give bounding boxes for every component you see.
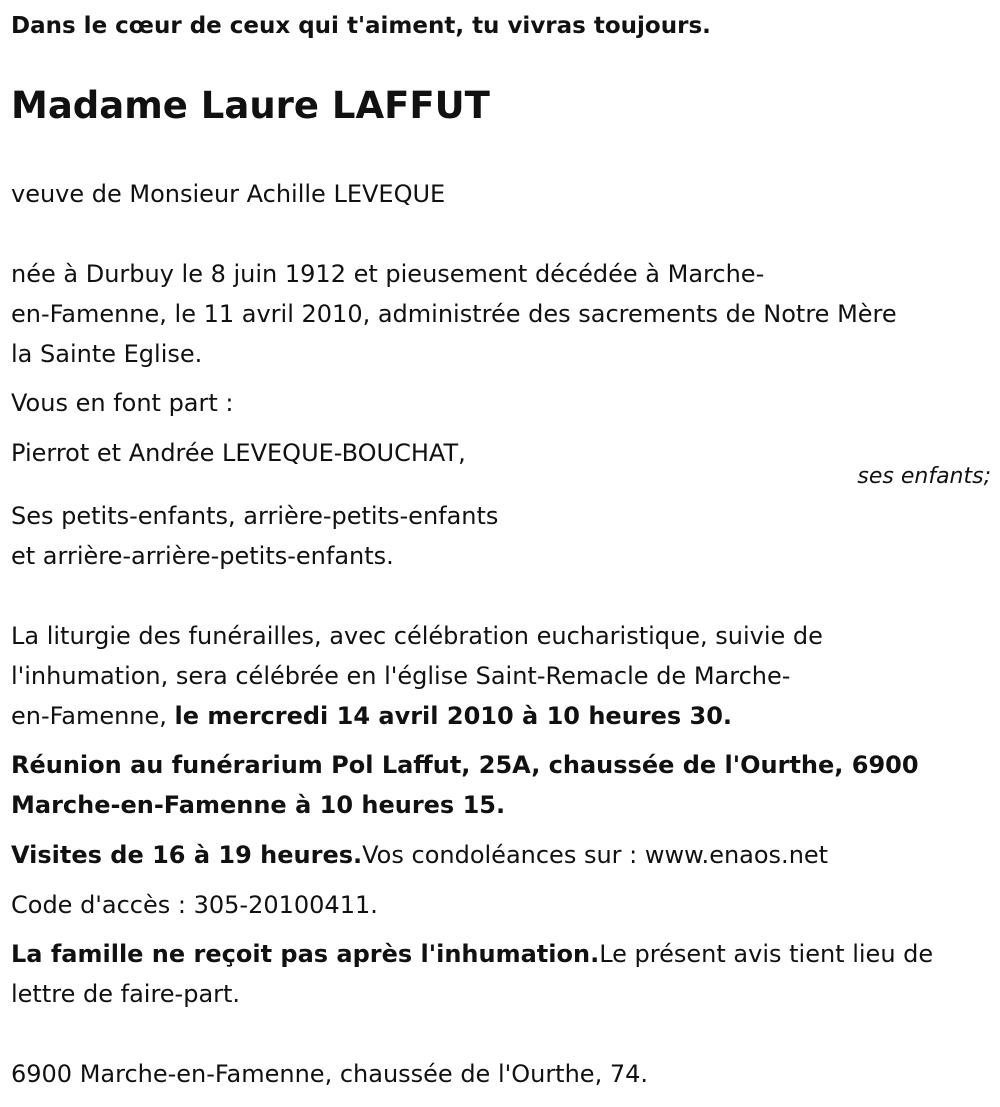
deceased-name: Madame Laure LAFFUT xyxy=(11,84,490,127)
motto: Dans le cœur de ceux qui t'aiment, tu vivras toujours. xyxy=(11,13,711,39)
meeting-line-1: Réunion au funérarium Pol Laffut, 25A, chaussée de l'Ourthe, 6900 xyxy=(11,751,919,779)
announce-intro: Vous en font part : xyxy=(11,389,234,417)
obituary-notice xyxy=(11,0,991,1107)
liturgy-place: en-Famenne, xyxy=(11,702,167,730)
birth-death-line-2: en-Famenne, le 11 avril 2010, administrée des sacrements de Notre Mère xyxy=(11,300,897,328)
liturgy-line-3 xyxy=(11,700,732,732)
family-note-line-2: lettre de faire-part. xyxy=(11,980,241,1008)
meeting-line-2: Marche-en-Famenne à 10 heures 15. xyxy=(11,791,506,819)
liturgy-line-2: l'inhumation, sera célébrée en l'église Saint-Remacle de Marche- xyxy=(11,662,791,690)
spouse-line: veuve de Monsieur Achille LEVEQUE xyxy=(11,180,446,208)
family-note-line-1 xyxy=(11,938,933,970)
liturgy-line-1: La liturgie des funérailles, avec célébration eucharistique, suivie de xyxy=(11,622,823,650)
visits-hours: Visites de 16 à 19 heures. xyxy=(11,841,363,869)
condolences-link-text: Vos condoléances sur : www.enaos.net xyxy=(362,841,829,869)
grandchildren-line-1: Ses petits-enfants, arrière-petits-enfants xyxy=(11,502,499,530)
children-names: Pierrot et Andrée LEVEQUE-BOUCHAT, xyxy=(11,439,466,467)
children-role: ses enfants; xyxy=(857,464,991,489)
family-note-text: Le présent avis tient lieu de xyxy=(599,940,934,968)
birth-death-line-3: la Sainte Eglise. xyxy=(11,340,203,368)
birth-death-line-1: née à Durbuy le 8 juin 1912 et pieusement décédée à Marche- xyxy=(11,260,765,288)
grandchildren-line-2: et arrière-arrière-petits-enfants. xyxy=(11,542,394,570)
family-note-bold: La famille ne reçoit pas après l'inhumation. xyxy=(11,940,600,968)
address: 6900 Marche-en-Famenne, chaussée de l'Ourthe, 74. xyxy=(11,1060,648,1088)
access-code: Code d'accès : 305-20100411. xyxy=(11,891,378,919)
visits-line xyxy=(11,839,828,871)
liturgy-datetime: le mercredi 14 avril 2010 à 10 heures 30. xyxy=(174,702,733,730)
